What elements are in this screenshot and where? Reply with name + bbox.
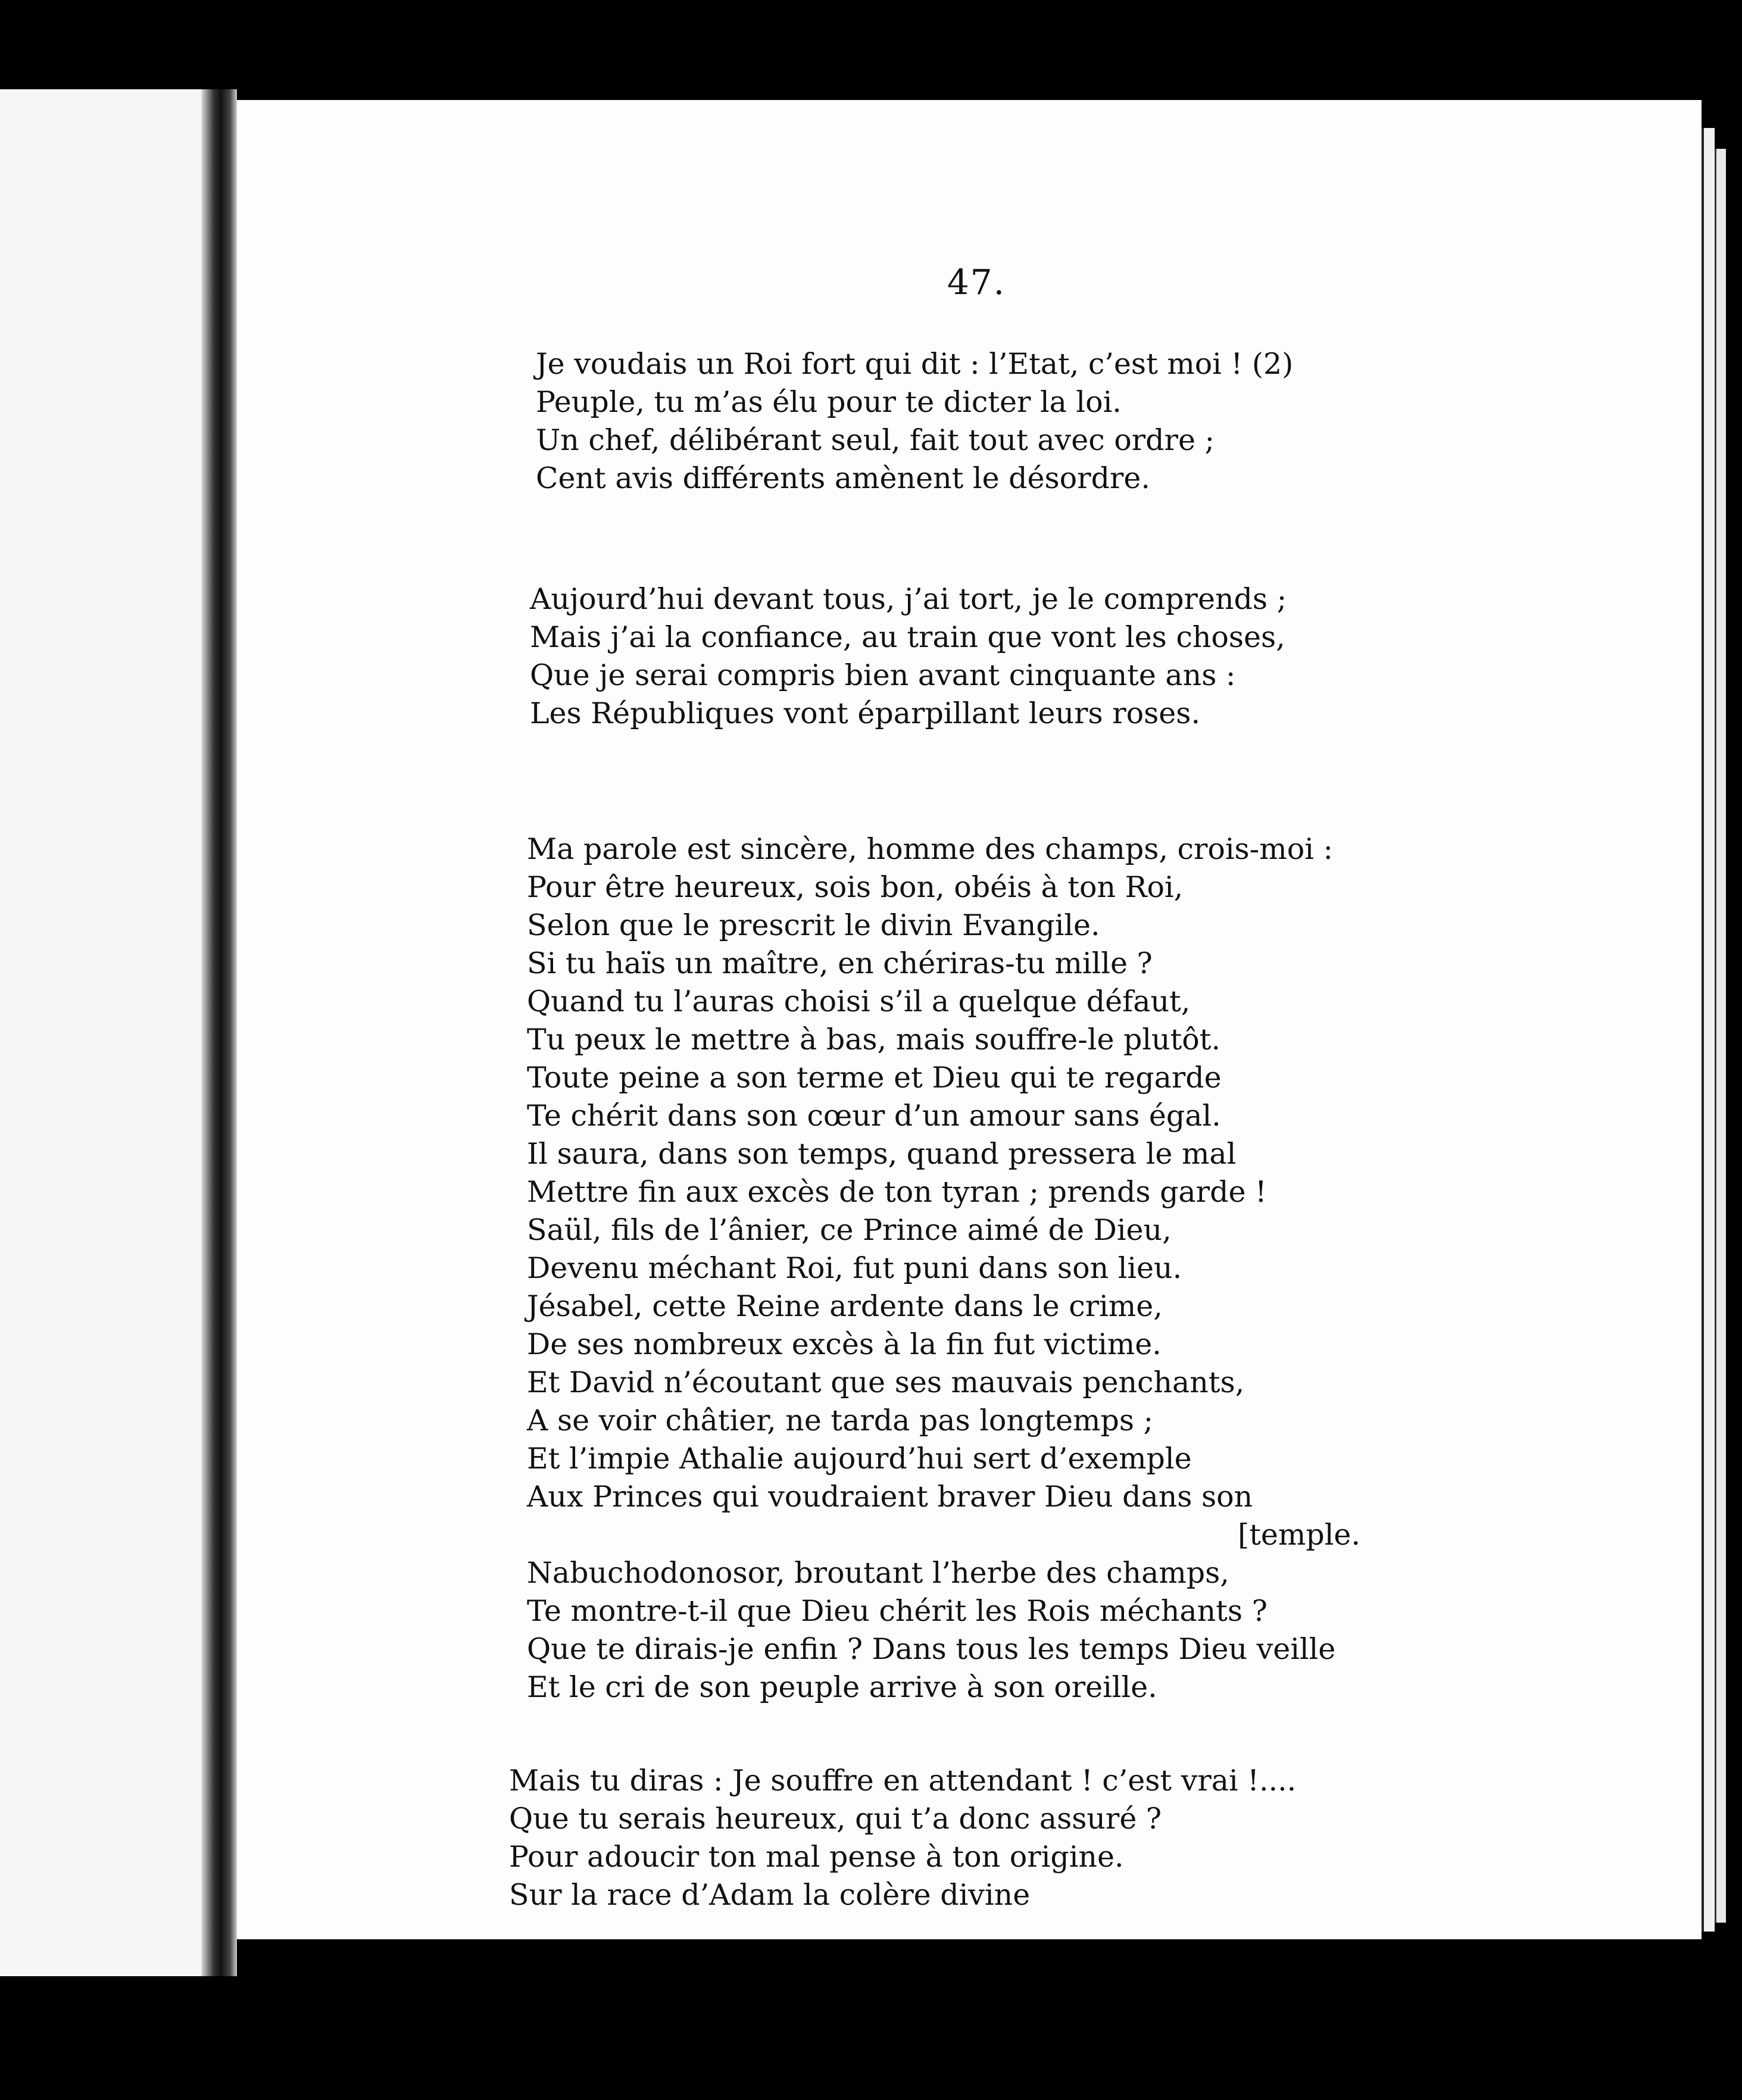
verse-line: Pour adoucir ton mal pense à ton origine.: [509, 1840, 1124, 1874]
book-gutter: [201, 89, 237, 1976]
verse-line: Selon que le prescrit le divin Evangile.: [527, 908, 1100, 942]
stanza: [527, 830, 1360, 1707]
verse-line: Sur la race d’Adam la colère divine: [509, 1878, 1031, 1912]
verse-line: Et l’impie Athalie aujourd’hui sert d’exemple: [527, 1442, 1192, 1476]
verse-line: Te chérit dans son cœur d’un amour sans égal.: [527, 1099, 1221, 1133]
scan-border: [0, 1976, 1742, 2100]
verse-line: Pour être heureux, sois bon, obéis à ton Roi,: [527, 870, 1184, 904]
verse-line: Mettre fin aux excès de ton tyran ; prends garde !: [527, 1175, 1267, 1209]
verse-line: Il saura, dans son temps, quand pressera le mal: [527, 1137, 1237, 1171]
verse-line: Toute peine a son terme et Dieu qui te regarde: [527, 1061, 1222, 1095]
facing-page-edge: [0, 89, 205, 1976]
verse-line: Cent avis différents amènent le désordre.: [536, 461, 1150, 495]
verse-line: Mais tu diras : Je souffre en attendant ! c’est vrai !....: [509, 1764, 1297, 1798]
verse-line: Que tu serais heureux, qui t’a donc assuré ?: [509, 1802, 1162, 1836]
page-edge: [1715, 149, 1726, 1923]
verse-turnover: [temple.: [1238, 1518, 1360, 1552]
verse-line: Tu peux le mettre à bas, mais souffre-le plutôt.: [527, 1023, 1221, 1057]
verse-line: De ses nombreux excès à la fin fut victime.: [527, 1327, 1162, 1361]
verse-line: Et le cri de son peuple arrive à son oreille.: [527, 1670, 1157, 1704]
verse-line: Les Républiques vont éparpillant leurs roses.: [530, 696, 1201, 730]
stanza: [530, 580, 1363, 733]
verse-line: Mais j’ai la confiance, au train que vont les choses,: [530, 620, 1285, 654]
verse-line: Saül, fils de l’ânier, ce Prince aimé de Dieu,: [527, 1213, 1172, 1247]
verse-line: Ma parole est sincère, homme des champs, crois-moi :: [527, 832, 1333, 866]
verse-line: Nabuchodonosor, broutant l’herbe des champs,: [527, 1556, 1229, 1590]
verse-line: Si tu haïs un maître, en chériras-tu mille ?: [527, 946, 1153, 980]
verse-line: Aujourd’hui devant tous, j’ai tort, je le comprends ;: [530, 582, 1287, 616]
verse-line: Peuple, tu m’as élu pour te dicter la loi.: [536, 385, 1122, 419]
verse-line: A se voir châtier, ne tarda pas longtemps ;: [527, 1404, 1154, 1438]
verse-line: Quand tu l’auras choisi s’il a quelque défaut,: [527, 985, 1191, 1018]
page-edge: [1702, 128, 1715, 1932]
verse-line: Et David n’écoutant que ses mauvais penchants,: [527, 1365, 1245, 1399]
stanza: [509, 1762, 1354, 1914]
verse-line: Que te dirais-je enfin ? Dans tous les temps Dieu veille: [527, 1632, 1336, 1666]
verse-line: Un chef, délibérant seul, fait tout avec ordre ;: [536, 423, 1215, 457]
verse-line: Jésabel, cette Reine ardente dans le crime,: [527, 1289, 1163, 1323]
verse-line: Devenu méchant Roi, fut puni dans son lieu.: [527, 1251, 1182, 1285]
verse-line: Te montre-t-il que Dieu chérit les Rois méchants ?: [527, 1594, 1268, 1628]
verse-line: Aux Princes qui voudraient braver Dieu dans son: [527, 1480, 1253, 1514]
stanza: [536, 345, 1381, 498]
verse-line: Que je serai compris bien avant cinquante ans :: [530, 658, 1236, 692]
verse-line: Je voudais un Roi fort qui dit : l’Etat, c’est moi ! (2): [536, 347, 1294, 381]
page-number: 47.: [947, 262, 1006, 302]
